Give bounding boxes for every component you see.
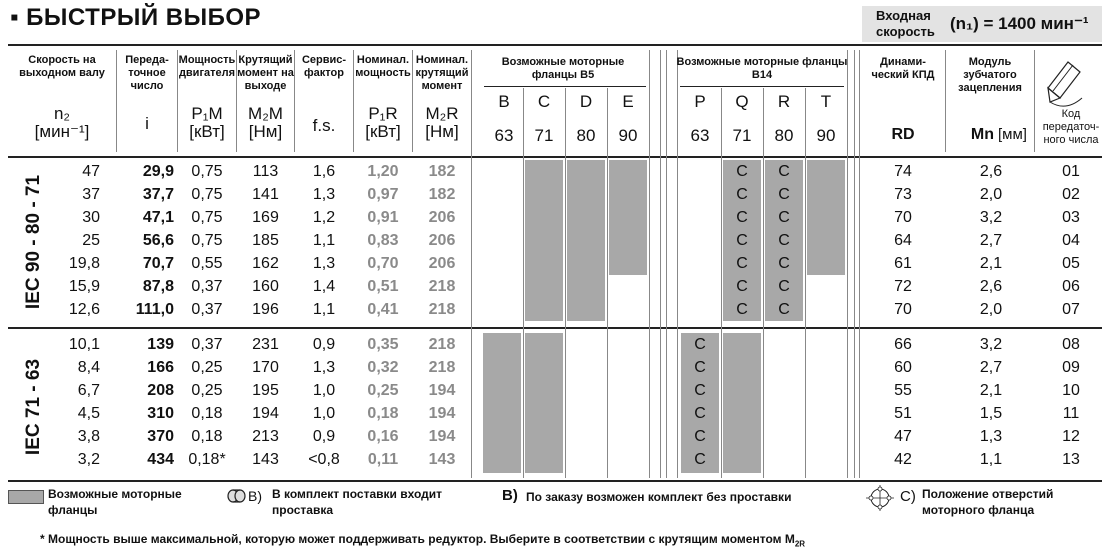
cell-nominal-torque: 206 — [428, 232, 456, 249]
cell-nominal-torque: 194 — [428, 428, 456, 445]
symbol-p1m: P₁M — [191, 104, 223, 123]
flange-available-block — [723, 333, 761, 473]
symbol-p1r: P₁R — [368, 104, 398, 123]
cell-n2: 3,8 — [77, 428, 100, 445]
cell-power: 0,25 — [191, 359, 223, 376]
col-divider — [805, 88, 806, 478]
b14-flange-size: 71 — [732, 126, 752, 145]
cell-nominal-torque: 218 — [428, 359, 456, 376]
flange-available-block — [525, 333, 563, 473]
c-mark: C — [736, 163, 748, 180]
col-divider — [763, 88, 764, 478]
col-divider — [116, 50, 117, 152]
c-mark: C — [694, 359, 706, 376]
cell-ratio: 70,7 — [142, 255, 174, 272]
cell-torque: 113 — [252, 163, 279, 180]
cell-power: 0,37 — [191, 336, 223, 353]
b14-flange-letter: T — [820, 92, 832, 111]
col-divider — [666, 50, 667, 478]
pencil-icon — [1046, 58, 1090, 114]
symbol-n2-unit: [мин⁻¹] — [34, 122, 90, 141]
b5-flange-size: 80 — [576, 126, 596, 145]
cell-efficiency: 55 — [894, 382, 912, 399]
cell-nominal-torque: 194 — [428, 382, 456, 399]
legend-b-order-text: По заказу возможен комплект без проставки — [526, 490, 792, 504]
cell-code: 12 — [1062, 428, 1080, 445]
cell-service-factor: 0,9 — [312, 336, 336, 353]
cell-nominal-torque: 218 — [428, 301, 456, 318]
cell-module: 2,6 — [979, 278, 1003, 295]
header-nominal-torque: Номинал. крутящий момент — [415, 54, 469, 92]
cell-efficiency: 42 — [894, 451, 912, 468]
b14-rule — [680, 86, 844, 87]
cell-ratio: 139 — [147, 336, 174, 353]
b5-flange-letter: B — [498, 92, 510, 111]
c-mark: C — [778, 186, 790, 203]
cell-code: 09 — [1062, 359, 1080, 376]
cell-n2: 3,2 — [77, 451, 100, 468]
cell-power: 0,75 — [191, 163, 223, 180]
cell-n2: 10,1 — [68, 336, 100, 353]
cell-code: 06 — [1062, 278, 1080, 295]
c-mark: C — [778, 255, 790, 272]
footnote-sub: 2R — [794, 539, 806, 549]
header-torque: Крутящий момент на выходе — [237, 54, 294, 92]
cell-n2: 4,5 — [77, 405, 100, 422]
symbol-mn-unit: [мм] — [998, 126, 1027, 143]
cell-module: 2,0 — [979, 186, 1003, 203]
cell-efficiency: 51 — [894, 405, 912, 422]
cell-module: 1,3 — [979, 428, 1003, 445]
b5-flange-letter: D — [579, 92, 593, 111]
b5-flange-letter: C — [537, 92, 551, 111]
cell-service-factor: 1,1 — [312, 301, 336, 318]
header-code: Код передаточ- ного числа — [1042, 108, 1100, 146]
cell-torque: 213 — [252, 428, 279, 445]
cell-nominal-power: 1,20 — [367, 163, 399, 180]
c-mark: C — [736, 278, 748, 295]
c-mark: C — [778, 163, 790, 180]
cell-module: 1,5 — [979, 405, 1003, 422]
cell-nominal-torque: 182 — [428, 186, 456, 203]
c-mark: C — [778, 301, 790, 318]
symbol-rd: RD — [891, 126, 915, 143]
header-bottom-rule — [8, 156, 1102, 158]
legend-b-symbol: B) — [248, 488, 262, 504]
cell-nominal-power: 0,83 — [367, 232, 399, 249]
cell-nominal-power: 0,97 — [367, 186, 399, 203]
flange-holes-icon — [862, 484, 898, 512]
cell-service-factor: 1,3 — [312, 359, 336, 376]
cell-module: 2,6 — [979, 163, 1003, 180]
flange-available-block — [567, 160, 605, 321]
flange-available-block — [483, 333, 521, 473]
table-top-rule — [8, 44, 1102, 46]
symbol-fs: f.s. — [312, 116, 336, 135]
spacer-icon — [226, 488, 248, 504]
col-divider — [1034, 50, 1035, 152]
col-divider — [471, 50, 472, 478]
cell-code: 11 — [1062, 405, 1080, 422]
symbol-m2m-unit: [Нм] — [248, 122, 283, 141]
cell-nominal-power: 0,70 — [367, 255, 399, 272]
c-mark: C — [694, 336, 706, 353]
cell-n2: 19,8 — [68, 255, 100, 272]
input-speed-label-1: Входная — [876, 8, 931, 23]
cell-efficiency: 60 — [894, 359, 912, 376]
col-divider — [721, 88, 722, 478]
cell-n2: 8,4 — [77, 359, 100, 376]
header-module: Модуль зубчатого зацепления — [958, 56, 1022, 94]
col-divider — [859, 50, 860, 478]
cell-nominal-torque: 182 — [428, 163, 456, 180]
legend-c-position-text: Положение отверстий моторного фланца — [922, 487, 1054, 517]
cell-torque: 141 — [252, 186, 279, 203]
c-mark: C — [694, 405, 706, 422]
input-speed-value: (n₁) = 1400 мин⁻¹ — [950, 14, 1089, 33]
header-service-factor: Сервис- фактор — [301, 54, 347, 79]
c-mark: C — [736, 255, 748, 272]
cell-n2: 37 — [82, 186, 100, 203]
col-divider — [660, 50, 661, 478]
legend-flanges-text: Возможные моторные фланцы — [48, 487, 182, 517]
cell-n2: 15,9 — [68, 278, 100, 295]
symbol-i: i — [145, 114, 149, 133]
header-nominal-power: Номинал. мощность — [355, 54, 411, 79]
cell-torque: 196 — [252, 301, 279, 318]
c-mark: C — [694, 451, 706, 468]
cell-power: 0,75 — [191, 186, 223, 203]
cell-n2: 12,6 — [68, 301, 100, 318]
cell-torque: 194 — [252, 405, 279, 422]
cell-nominal-power: 0,91 — [367, 209, 399, 226]
header-efficiency: Динами- ческий КПД — [871, 56, 935, 81]
cell-efficiency: 70 — [894, 301, 912, 318]
symbol-p1r-unit: [кВт] — [365, 122, 401, 141]
cell-service-factor: 1,4 — [312, 278, 336, 295]
c-mark: C — [778, 278, 790, 295]
cell-module: 2,0 — [979, 301, 1003, 318]
cell-efficiency: 61 — [894, 255, 912, 272]
cell-torque: 195 — [252, 382, 279, 399]
col-divider — [523, 88, 524, 478]
cell-efficiency: 47 — [894, 428, 912, 445]
symbol-n2: n₂ — [53, 104, 71, 123]
c-mark: C — [736, 301, 748, 318]
cell-torque: 143 — [252, 451, 279, 468]
cell-service-factor: 1,6 — [312, 163, 336, 180]
b14-flange-size: 80 — [774, 126, 794, 145]
cell-torque: 185 — [252, 232, 279, 249]
legend-c-symbol: C) — [900, 488, 916, 505]
cell-module: 1,1 — [979, 451, 1003, 468]
cell-nominal-power: 0,51 — [367, 278, 399, 295]
cell-code: 08 — [1062, 336, 1080, 353]
cell-module: 3,2 — [979, 209, 1003, 226]
symbol-m2r: M₂R — [425, 104, 459, 123]
cell-ratio: 208 — [147, 382, 174, 399]
c-mark: C — [778, 209, 790, 226]
cell-torque: 170 — [252, 359, 279, 376]
cell-ratio: 29,9 — [142, 163, 174, 180]
cell-nominal-torque: 218 — [428, 336, 456, 353]
cell-n2: 30 — [82, 209, 100, 226]
col-divider — [847, 50, 848, 478]
b5-flange-size: 71 — [534, 126, 554, 145]
symbol-m2r-unit: [Нм] — [425, 122, 459, 141]
cell-service-factor: <0,8 — [308, 451, 340, 468]
cell-module: 2,7 — [979, 232, 1003, 249]
cell-power: 0,18 — [191, 428, 223, 445]
cell-torque: 231 — [252, 336, 279, 353]
cell-code: 13 — [1062, 451, 1080, 468]
table-bottom-rule — [8, 480, 1102, 482]
c-mark: C — [778, 232, 790, 249]
header-b14-flanges: Возможные моторные фланцы B14 — [676, 56, 848, 81]
header-b5-flanges: Возможные моторные фланцы B5 — [501, 56, 625, 81]
cell-nominal-power: 0,25 — [367, 382, 399, 399]
cell-power: 0,75 — [191, 232, 223, 249]
flange-available-block — [723, 160, 761, 321]
cell-code: 01 — [1062, 163, 1080, 180]
footnote — [40, 532, 805, 548]
col-divider — [649, 50, 650, 478]
cell-ratio: 56,6 — [142, 232, 174, 249]
cell-code: 10 — [1062, 382, 1080, 399]
cell-n2: 6,7 — [77, 382, 100, 399]
cell-power: 0,18* — [188, 451, 226, 468]
cell-nominal-power: 0,35 — [367, 336, 399, 353]
cell-nominal-power: 0,16 — [367, 428, 399, 445]
cell-nominal-torque: 206 — [428, 255, 456, 272]
cell-module: 2,1 — [979, 382, 1003, 399]
cell-service-factor: 1,2 — [312, 209, 336, 226]
cell-n2: 25 — [82, 232, 100, 249]
cell-torque: 160 — [252, 278, 279, 295]
cell-power: 0,37 — [191, 301, 223, 318]
cell-code: 07 — [1062, 301, 1080, 318]
cell-efficiency: 64 — [894, 232, 912, 249]
input-speed-label-2: скорость — [876, 24, 935, 39]
flange-available-block — [525, 160, 563, 321]
cell-power: 0,37 — [191, 278, 223, 295]
cell-service-factor: 1,0 — [312, 382, 336, 399]
b14-flange-letter: P — [694, 92, 706, 111]
cell-power: 0,18 — [191, 405, 223, 422]
cell-efficiency: 70 — [894, 209, 912, 226]
c-mark: C — [694, 382, 706, 399]
cell-ratio: 111,0 — [135, 301, 174, 318]
cell-ratio: 47,1 — [142, 209, 174, 226]
iec-group-label: IEC 90 - 80 - 71 — [23, 174, 44, 310]
b14-flange-letter: Q — [735, 92, 749, 111]
cell-nominal-torque: 218 — [428, 278, 456, 295]
cell-service-factor: 0,9 — [312, 428, 336, 445]
header-ratio: Переда- точное число — [125, 54, 169, 92]
cell-ratio: 370 — [147, 428, 174, 445]
cell-nominal-power: 0,41 — [367, 301, 399, 318]
b5-flange-size: 90 — [618, 126, 638, 145]
b14-flange-size: 63 — [690, 126, 710, 145]
cell-nominal-torque: 143 — [428, 451, 456, 468]
cell-module: 3,2 — [979, 336, 1003, 353]
b5-flange-letter: E — [622, 92, 634, 111]
cell-service-factor: 1,1 — [312, 232, 336, 249]
cell-code: 02 — [1062, 186, 1080, 203]
legend-gray-swatch — [8, 490, 44, 504]
cell-code: 04 — [1062, 232, 1080, 249]
c-mark: C — [694, 428, 706, 445]
c-mark: C — [736, 232, 748, 249]
cell-power: 0,75 — [191, 209, 223, 226]
footnote-text: * Мощность выше максимальной, которую может поддерживать редуктор. Выберите в соответствии с крутящим моментом M — [40, 532, 795, 546]
cell-torque: 162 — [252, 255, 279, 272]
cell-module: 2,1 — [979, 255, 1003, 272]
header-power: Мощность двигателя — [178, 54, 236, 79]
cell-ratio: 87,8 — [142, 278, 174, 295]
cell-ratio: 310 — [147, 405, 174, 422]
cell-code: 05 — [1062, 255, 1080, 272]
cell-nominal-torque: 194 — [428, 405, 456, 422]
cell-ratio: 37,7 — [142, 186, 174, 203]
flange-available-block — [681, 333, 719, 473]
cell-efficiency: 66 — [894, 336, 912, 353]
cell-service-factor: 1,3 — [312, 186, 336, 203]
cell-module: 2,7 — [979, 359, 1003, 376]
symbol-mn: Mn — [970, 126, 994, 143]
col-divider — [677, 50, 678, 478]
cell-ratio: 434 — [147, 451, 174, 468]
cell-nominal-power: 0,18 — [367, 405, 399, 422]
cell-nominal-power: 0,32 — [367, 359, 399, 376]
cell-nominal-power: 0,11 — [367, 451, 399, 468]
b5-rule — [484, 86, 646, 87]
page-title: ▪ БЫСТРЫЙ ВЫБОР — [10, 4, 261, 31]
cell-power: 0,25 — [191, 382, 223, 399]
symbol-p1m-unit: [кВт] — [189, 122, 225, 141]
symbol-m2m: M₂M — [248, 104, 283, 123]
cell-code: 03 — [1062, 209, 1080, 226]
cell-nominal-torque: 206 — [428, 209, 456, 226]
cell-service-factor: 1,3 — [312, 255, 336, 272]
cell-n2: 47 — [82, 163, 100, 180]
cell-power: 0,55 — [191, 255, 223, 272]
cell-efficiency: 73 — [894, 186, 912, 203]
iec-group-label: IEC 71 - 63 — [23, 358, 44, 456]
cell-ratio: 166 — [147, 359, 174, 376]
col-divider — [945, 50, 946, 152]
header-speed: Скорость на выходном валу — [19, 54, 105, 79]
group-divider-rule — [8, 327, 1102, 329]
cell-efficiency: 74 — [894, 163, 912, 180]
flange-available-block — [807, 160, 845, 275]
col-divider — [565, 88, 566, 478]
b14-flange-letter: R — [777, 92, 791, 111]
b14-flange-size: 90 — [816, 126, 836, 145]
cell-torque: 169 — [252, 209, 279, 226]
col-divider — [854, 50, 855, 478]
legend-b-included-text: В комплект поставки входит проставка — [272, 487, 443, 517]
col-divider — [607, 88, 608, 478]
cell-service-factor: 1,0 — [312, 405, 336, 422]
c-mark: C — [736, 209, 748, 226]
b5-flange-size: 63 — [494, 126, 514, 145]
c-mark: C — [736, 186, 748, 203]
flange-available-block — [765, 160, 803, 321]
legend-b-symbol-bold: B) — [502, 487, 518, 504]
flange-available-block — [609, 160, 647, 275]
cell-efficiency: 72 — [894, 278, 912, 295]
